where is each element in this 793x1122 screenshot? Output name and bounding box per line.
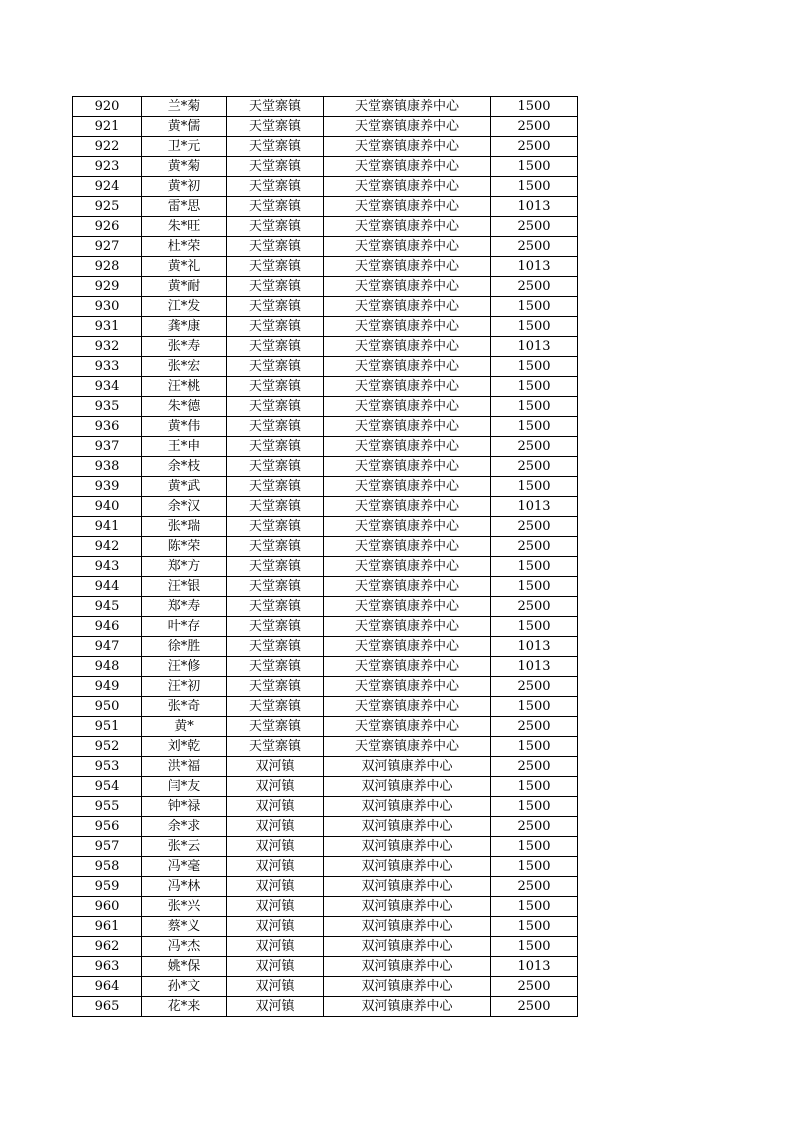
row-number-cell: 944 bbox=[73, 577, 142, 597]
table-row bbox=[73, 637, 578, 657]
row-number-cell: 954 bbox=[73, 777, 142, 797]
table-row bbox=[73, 137, 578, 157]
row-number-cell: 963 bbox=[73, 957, 142, 977]
table-row bbox=[73, 277, 578, 297]
table-row bbox=[73, 537, 578, 557]
town-cell: 天堂寨镇 bbox=[227, 137, 324, 157]
amount-cell: 1013 bbox=[491, 197, 578, 217]
row-number-cell: 923 bbox=[73, 157, 142, 177]
row-number-cell: 935 bbox=[73, 397, 142, 417]
town-cell: 天堂寨镇 bbox=[227, 157, 324, 177]
institution-cell: 天堂寨镇康养中心 bbox=[324, 717, 491, 737]
institution-cell: 天堂寨镇康养中心 bbox=[324, 417, 491, 437]
name-cell: 洪*福 bbox=[142, 757, 227, 777]
row-number-cell: 964 bbox=[73, 977, 142, 997]
town-cell: 天堂寨镇 bbox=[227, 177, 324, 197]
table-row bbox=[73, 737, 578, 757]
name-cell: 陈*荣 bbox=[142, 537, 227, 557]
town-cell: 天堂寨镇 bbox=[227, 477, 324, 497]
name-cell: 钟*禄 bbox=[142, 797, 227, 817]
row-number-cell: 941 bbox=[73, 517, 142, 537]
institution-cell: 天堂寨镇康养中心 bbox=[324, 617, 491, 637]
institution-cell: 天堂寨镇康养中心 bbox=[324, 597, 491, 617]
name-cell: 张*云 bbox=[142, 837, 227, 857]
row-number-cell: 928 bbox=[73, 257, 142, 277]
town-cell: 双河镇 bbox=[227, 997, 324, 1017]
name-cell: 刘*乾 bbox=[142, 737, 227, 757]
name-cell: 雷*思 bbox=[142, 197, 227, 217]
amount-cell: 2500 bbox=[491, 117, 578, 137]
row-number-cell: 943 bbox=[73, 557, 142, 577]
institution-cell: 双河镇康养中心 bbox=[324, 777, 491, 797]
row-number-cell: 953 bbox=[73, 757, 142, 777]
name-cell: 冯*杰 bbox=[142, 937, 227, 957]
town-cell: 天堂寨镇 bbox=[227, 277, 324, 297]
town-cell: 天堂寨镇 bbox=[227, 677, 324, 697]
town-cell: 天堂寨镇 bbox=[227, 357, 324, 377]
table-row bbox=[73, 837, 578, 857]
institution-cell: 天堂寨镇康养中心 bbox=[324, 257, 491, 277]
amount-cell: 1500 bbox=[491, 157, 578, 177]
town-cell: 天堂寨镇 bbox=[227, 377, 324, 397]
name-cell: 黄*礼 bbox=[142, 257, 227, 277]
institution-cell: 天堂寨镇康养中心 bbox=[324, 477, 491, 497]
name-cell: 叶*存 bbox=[142, 617, 227, 637]
amount-cell: 1013 bbox=[491, 657, 578, 677]
row-number-cell: 950 bbox=[73, 697, 142, 717]
table-row bbox=[73, 577, 578, 597]
row-number-cell: 938 bbox=[73, 457, 142, 477]
table-row bbox=[73, 977, 578, 997]
name-cell: 汪*桃 bbox=[142, 377, 227, 397]
institution-cell: 双河镇康养中心 bbox=[324, 857, 491, 877]
amount-cell: 2500 bbox=[491, 817, 578, 837]
town-cell: 天堂寨镇 bbox=[227, 597, 324, 617]
institution-cell: 天堂寨镇康养中心 bbox=[324, 577, 491, 597]
name-cell: 孙*文 bbox=[142, 977, 227, 997]
institution-cell: 天堂寨镇康养中心 bbox=[324, 677, 491, 697]
town-cell: 天堂寨镇 bbox=[227, 637, 324, 657]
town-cell: 天堂寨镇 bbox=[227, 437, 324, 457]
row-number-cell: 940 bbox=[73, 497, 142, 517]
institution-cell: 天堂寨镇康养中心 bbox=[324, 537, 491, 557]
town-cell: 双河镇 bbox=[227, 897, 324, 917]
amount-cell: 1500 bbox=[491, 377, 578, 397]
amount-cell: 1013 bbox=[491, 637, 578, 657]
town-cell: 天堂寨镇 bbox=[227, 217, 324, 237]
table-row bbox=[73, 517, 578, 537]
amount-cell: 2500 bbox=[491, 977, 578, 997]
name-cell: 黄*武 bbox=[142, 477, 227, 497]
row-number-cell: 926 bbox=[73, 217, 142, 237]
table-row bbox=[73, 617, 578, 637]
name-cell: 朱*德 bbox=[142, 397, 227, 417]
amount-cell: 1500 bbox=[491, 897, 578, 917]
amount-cell: 2500 bbox=[491, 137, 578, 157]
row-number-cell: 927 bbox=[73, 237, 142, 257]
town-cell: 天堂寨镇 bbox=[227, 297, 324, 317]
table-row bbox=[73, 257, 578, 277]
name-cell: 闫*友 bbox=[142, 777, 227, 797]
row-number-cell: 920 bbox=[73, 97, 142, 117]
table-row bbox=[73, 897, 578, 917]
table-row bbox=[73, 357, 578, 377]
name-cell: 黄*伟 bbox=[142, 417, 227, 437]
name-cell: 黄* bbox=[142, 717, 227, 737]
institution-cell: 天堂寨镇康养中心 bbox=[324, 217, 491, 237]
name-cell: 花*来 bbox=[142, 997, 227, 1017]
institution-cell: 天堂寨镇康养中心 bbox=[324, 157, 491, 177]
town-cell: 天堂寨镇 bbox=[227, 497, 324, 517]
institution-cell: 双河镇康养中心 bbox=[324, 997, 491, 1017]
row-number-cell: 958 bbox=[73, 857, 142, 877]
town-cell: 双河镇 bbox=[227, 797, 324, 817]
amount-cell: 2500 bbox=[491, 597, 578, 617]
amount-cell: 1500 bbox=[491, 937, 578, 957]
institution-cell: 天堂寨镇康养中心 bbox=[324, 97, 491, 117]
table-row bbox=[73, 397, 578, 417]
name-cell: 王*申 bbox=[142, 437, 227, 457]
name-cell: 黄*菊 bbox=[142, 157, 227, 177]
institution-cell: 双河镇康养中心 bbox=[324, 877, 491, 897]
amount-cell: 2500 bbox=[491, 877, 578, 897]
amount-cell: 1500 bbox=[491, 317, 578, 337]
amount-cell: 1500 bbox=[491, 357, 578, 377]
row-number-cell: 959 bbox=[73, 877, 142, 897]
town-cell: 天堂寨镇 bbox=[227, 197, 324, 217]
table-row bbox=[73, 337, 578, 357]
town-cell: 天堂寨镇 bbox=[227, 457, 324, 477]
institution-cell: 天堂寨镇康养中心 bbox=[324, 397, 491, 417]
town-cell: 双河镇 bbox=[227, 977, 324, 997]
amount-cell: 1013 bbox=[491, 337, 578, 357]
amount-cell: 2500 bbox=[491, 997, 578, 1017]
town-cell: 双河镇 bbox=[227, 877, 324, 897]
town-cell: 天堂寨镇 bbox=[227, 737, 324, 757]
row-number-cell: 939 bbox=[73, 477, 142, 497]
row-number-cell: 937 bbox=[73, 437, 142, 457]
name-cell: 汪*银 bbox=[142, 577, 227, 597]
institution-cell: 天堂寨镇康养中心 bbox=[324, 337, 491, 357]
institution-cell: 天堂寨镇康养中心 bbox=[324, 237, 491, 257]
table-row bbox=[73, 817, 578, 837]
table-row bbox=[73, 557, 578, 577]
amount-cell: 1500 bbox=[491, 697, 578, 717]
table-row bbox=[73, 677, 578, 697]
row-number-cell: 932 bbox=[73, 337, 142, 357]
row-number-cell: 962 bbox=[73, 937, 142, 957]
town-cell: 天堂寨镇 bbox=[227, 317, 324, 337]
institution-cell: 天堂寨镇康养中心 bbox=[324, 297, 491, 317]
table-row bbox=[73, 177, 578, 197]
name-cell: 余*求 bbox=[142, 817, 227, 837]
name-cell: 兰*菊 bbox=[142, 97, 227, 117]
town-cell: 天堂寨镇 bbox=[227, 517, 324, 537]
table-row bbox=[73, 657, 578, 677]
name-cell: 张*瑞 bbox=[142, 517, 227, 537]
row-number-cell: 952 bbox=[73, 737, 142, 757]
table-row bbox=[73, 917, 578, 937]
name-cell: 余*枝 bbox=[142, 457, 227, 477]
town-cell: 双河镇 bbox=[227, 857, 324, 877]
institution-cell: 天堂寨镇康养中心 bbox=[324, 497, 491, 517]
row-number-cell: 929 bbox=[73, 277, 142, 297]
table-row bbox=[73, 937, 578, 957]
table-row bbox=[73, 957, 578, 977]
institution-cell: 天堂寨镇康养中心 bbox=[324, 177, 491, 197]
amount-cell: 2500 bbox=[491, 757, 578, 777]
town-cell: 天堂寨镇 bbox=[227, 657, 324, 677]
amount-cell: 1500 bbox=[491, 577, 578, 597]
town-cell: 天堂寨镇 bbox=[227, 697, 324, 717]
institution-cell: 天堂寨镇康养中心 bbox=[324, 357, 491, 377]
amount-cell: 1500 bbox=[491, 397, 578, 417]
name-cell: 汪*初 bbox=[142, 677, 227, 697]
row-number-cell: 955 bbox=[73, 797, 142, 817]
town-cell: 天堂寨镇 bbox=[227, 237, 324, 257]
amount-cell: 1500 bbox=[491, 857, 578, 877]
row-number-cell: 947 bbox=[73, 637, 142, 657]
records-table-body bbox=[73, 97, 578, 1017]
table-row bbox=[73, 497, 578, 517]
row-number-cell: 936 bbox=[73, 417, 142, 437]
table-row bbox=[73, 297, 578, 317]
institution-cell: 天堂寨镇康养中心 bbox=[324, 137, 491, 157]
name-cell: 张*宏 bbox=[142, 357, 227, 377]
row-number-cell: 933 bbox=[73, 357, 142, 377]
town-cell: 双河镇 bbox=[227, 777, 324, 797]
institution-cell: 天堂寨镇康养中心 bbox=[324, 697, 491, 717]
institution-cell: 天堂寨镇康养中心 bbox=[324, 737, 491, 757]
name-cell: 冯*毫 bbox=[142, 857, 227, 877]
row-number-cell: 945 bbox=[73, 597, 142, 617]
town-cell: 双河镇 bbox=[227, 837, 324, 857]
amount-cell: 1500 bbox=[491, 97, 578, 117]
table-row bbox=[73, 157, 578, 177]
table-row bbox=[73, 97, 578, 117]
institution-cell: 双河镇康养中心 bbox=[324, 937, 491, 957]
institution-cell: 天堂寨镇康养中心 bbox=[324, 517, 491, 537]
row-number-cell: 946 bbox=[73, 617, 142, 637]
table-row bbox=[73, 417, 578, 437]
name-cell: 朱*旺 bbox=[142, 217, 227, 237]
row-number-cell: 951 bbox=[73, 717, 142, 737]
table-row bbox=[73, 857, 578, 877]
institution-cell: 双河镇康养中心 bbox=[324, 797, 491, 817]
amount-cell: 2500 bbox=[491, 437, 578, 457]
institution-cell: 天堂寨镇康养中心 bbox=[324, 377, 491, 397]
town-cell: 天堂寨镇 bbox=[227, 97, 324, 117]
name-cell: 冯*林 bbox=[142, 877, 227, 897]
amount-cell: 1013 bbox=[491, 957, 578, 977]
row-number-cell: 942 bbox=[73, 537, 142, 557]
institution-cell: 天堂寨镇康养中心 bbox=[324, 557, 491, 577]
name-cell: 徐*胜 bbox=[142, 637, 227, 657]
amount-cell: 1013 bbox=[491, 257, 578, 277]
amount-cell: 2500 bbox=[491, 237, 578, 257]
amount-cell: 1500 bbox=[491, 617, 578, 637]
institution-cell: 天堂寨镇康养中心 bbox=[324, 437, 491, 457]
institution-cell: 天堂寨镇康养中心 bbox=[324, 317, 491, 337]
row-number-cell: 965 bbox=[73, 997, 142, 1017]
town-cell: 天堂寨镇 bbox=[227, 117, 324, 137]
name-cell: 郑*方 bbox=[142, 557, 227, 577]
institution-cell: 天堂寨镇康养中心 bbox=[324, 277, 491, 297]
table-row bbox=[73, 117, 578, 137]
name-cell: 张*兴 bbox=[142, 897, 227, 917]
table-row bbox=[73, 197, 578, 217]
row-number-cell: 921 bbox=[73, 117, 142, 137]
institution-cell: 双河镇康养中心 bbox=[324, 897, 491, 917]
institution-cell: 双河镇康养中心 bbox=[324, 957, 491, 977]
amount-cell: 1500 bbox=[491, 797, 578, 817]
name-cell: 张*奇 bbox=[142, 697, 227, 717]
name-cell: 卫*元 bbox=[142, 137, 227, 157]
institution-cell: 双河镇康养中心 bbox=[324, 917, 491, 937]
table-row bbox=[73, 477, 578, 497]
amount-cell: 1500 bbox=[491, 417, 578, 437]
town-cell: 天堂寨镇 bbox=[227, 417, 324, 437]
name-cell: 江*发 bbox=[142, 297, 227, 317]
row-number-cell: 922 bbox=[73, 137, 142, 157]
amount-cell: 1500 bbox=[491, 737, 578, 757]
row-number-cell: 957 bbox=[73, 837, 142, 857]
name-cell: 余*汉 bbox=[142, 497, 227, 517]
name-cell: 黄*耐 bbox=[142, 277, 227, 297]
institution-cell: 天堂寨镇康养中心 bbox=[324, 657, 491, 677]
amount-cell: 2500 bbox=[491, 717, 578, 737]
row-number-cell: 949 bbox=[73, 677, 142, 697]
row-number-cell: 931 bbox=[73, 317, 142, 337]
table-row bbox=[73, 437, 578, 457]
records-table bbox=[72, 96, 578, 1017]
table-row bbox=[73, 237, 578, 257]
table-row bbox=[73, 757, 578, 777]
institution-cell: 双河镇康养中心 bbox=[324, 757, 491, 777]
amount-cell: 2500 bbox=[491, 277, 578, 297]
town-cell: 天堂寨镇 bbox=[227, 257, 324, 277]
table-row bbox=[73, 457, 578, 477]
amount-cell: 1500 bbox=[491, 297, 578, 317]
amount-cell: 1013 bbox=[491, 497, 578, 517]
name-cell: 龚*康 bbox=[142, 317, 227, 337]
table-row bbox=[73, 797, 578, 817]
name-cell: 黄*初 bbox=[142, 177, 227, 197]
institution-cell: 天堂寨镇康养中心 bbox=[324, 117, 491, 137]
table-row bbox=[73, 877, 578, 897]
town-cell: 双河镇 bbox=[227, 917, 324, 937]
amount-cell: 1500 bbox=[491, 837, 578, 857]
table-row bbox=[73, 777, 578, 797]
name-cell: 蔡*义 bbox=[142, 917, 227, 937]
name-cell: 汪*修 bbox=[142, 657, 227, 677]
amount-cell: 1500 bbox=[491, 177, 578, 197]
table-row bbox=[73, 717, 578, 737]
name-cell: 黄*儒 bbox=[142, 117, 227, 137]
town-cell: 天堂寨镇 bbox=[227, 337, 324, 357]
name-cell: 郑*寿 bbox=[142, 597, 227, 617]
town-cell: 天堂寨镇 bbox=[227, 537, 324, 557]
row-number-cell: 948 bbox=[73, 657, 142, 677]
table-row bbox=[73, 597, 578, 617]
town-cell: 天堂寨镇 bbox=[227, 617, 324, 637]
amount-cell: 1500 bbox=[491, 917, 578, 937]
amount-cell: 2500 bbox=[491, 517, 578, 537]
name-cell: 张*寿 bbox=[142, 337, 227, 357]
institution-cell: 天堂寨镇康养中心 bbox=[324, 637, 491, 657]
town-cell: 双河镇 bbox=[227, 937, 324, 957]
institution-cell: 双河镇康养中心 bbox=[324, 977, 491, 997]
town-cell: 天堂寨镇 bbox=[227, 557, 324, 577]
institution-cell: 双河镇康养中心 bbox=[324, 837, 491, 857]
town-cell: 双河镇 bbox=[227, 957, 324, 977]
row-number-cell: 925 bbox=[73, 197, 142, 217]
amount-cell: 1500 bbox=[491, 777, 578, 797]
row-number-cell: 934 bbox=[73, 377, 142, 397]
row-number-cell: 961 bbox=[73, 917, 142, 937]
amount-cell: 2500 bbox=[491, 677, 578, 697]
table-row bbox=[73, 997, 578, 1017]
name-cell: 杜*荣 bbox=[142, 237, 227, 257]
amount-cell: 1500 bbox=[491, 477, 578, 497]
amount-cell: 2500 bbox=[491, 217, 578, 237]
row-number-cell: 924 bbox=[73, 177, 142, 197]
table-row bbox=[73, 317, 578, 337]
institution-cell: 天堂寨镇康养中心 bbox=[324, 457, 491, 477]
table-row bbox=[73, 697, 578, 717]
row-number-cell: 930 bbox=[73, 297, 142, 317]
town-cell: 天堂寨镇 bbox=[227, 397, 324, 417]
institution-cell: 天堂寨镇康养中心 bbox=[324, 197, 491, 217]
town-cell: 双河镇 bbox=[227, 817, 324, 837]
name-cell: 姚*保 bbox=[142, 957, 227, 977]
row-number-cell: 960 bbox=[73, 897, 142, 917]
amount-cell: 2500 bbox=[491, 457, 578, 477]
table-row bbox=[73, 217, 578, 237]
table-row bbox=[73, 377, 578, 397]
town-cell: 天堂寨镇 bbox=[227, 577, 324, 597]
amount-cell: 2500 bbox=[491, 537, 578, 557]
institution-cell: 双河镇康养中心 bbox=[324, 817, 491, 837]
row-number-cell: 956 bbox=[73, 817, 142, 837]
town-cell: 天堂寨镇 bbox=[227, 717, 324, 737]
town-cell: 双河镇 bbox=[227, 757, 324, 777]
amount-cell: 1500 bbox=[491, 557, 578, 577]
